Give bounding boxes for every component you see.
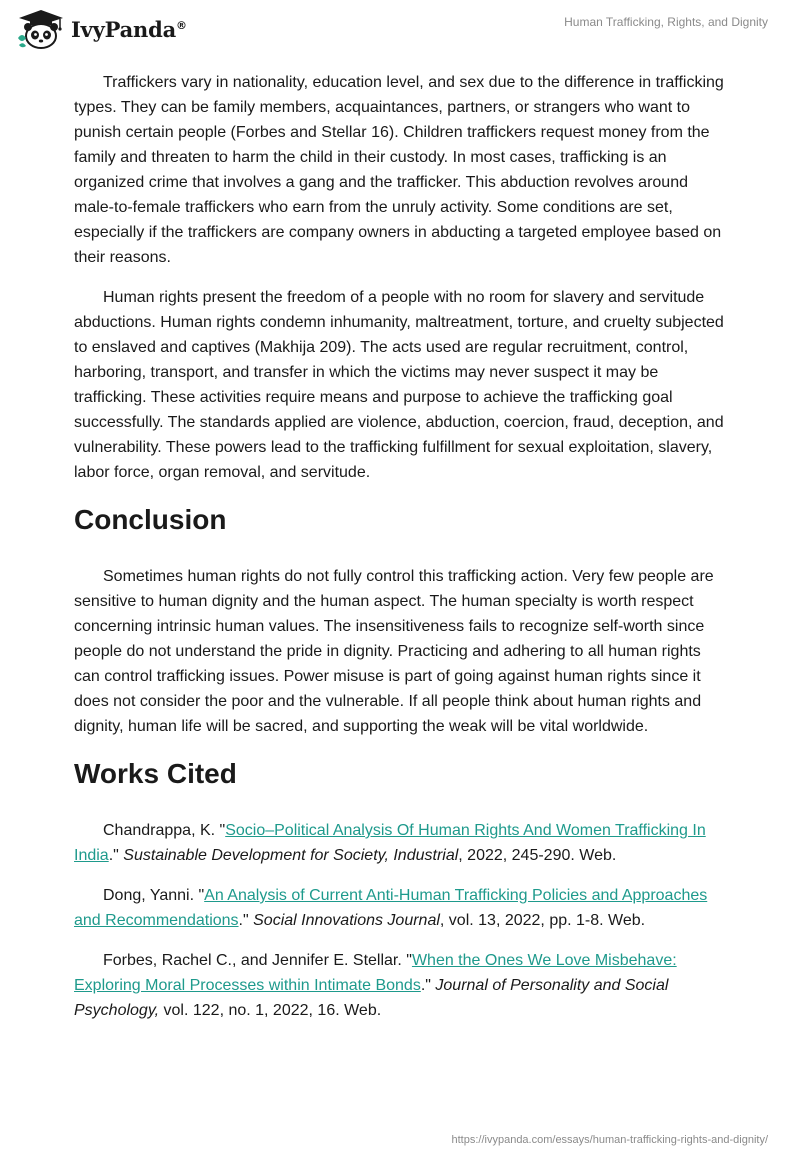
panda-graduate-icon [16, 8, 66, 50]
citation-link[interactable]: Socio–Political Analysis Of Human Rights And Women Trafficking In India [74, 822, 706, 864]
ivypanda-logo[interactable] [16, 8, 187, 50]
page-header [0, 0, 800, 58]
citation-link[interactable]: When the Ones We Love Misbehave: Exploring Moral Processes within Intimate Bonds [74, 952, 677, 994]
source-url[interactable]: https://ivypanda.com/essays/human-trafficking-rights-and-dignity/ [451, 1134, 768, 1146]
body-paragraph: Human rights present the freedom of a people with no room for slavery and servitude abductions. Human rights condemn inhumanity, maltreatment, torture, and cruelty subjected to enslaved and captives (Makhija 209). The acts used are regular recruitment, control, harboring, transport, and transfer in which the victims may never suspect it may be trafficking. These activities require means and purpose to achieve the trafficking goal successfully. The standards applied are violence, abduction, coercion, fraud, deception, and vulnerability. These powers lead to the trafficking fulfillment for sexual exploitation, slavery, labor force, organ removal, and servitude. [74, 289, 724, 481]
citation-entry: Dong, Yanni. "An Analysis of Current Anti-Human Trafficking Policies and Approaches and Recommendations." Social Innovations Journal, vol. 13, 2022, pp. 1-8. Web. [74, 887, 708, 929]
citation-link[interactable]: An Analysis of Current Anti-Human Trafficking Policies and Approaches and Recommendations [74, 887, 708, 929]
works-cited-heading: Works Cited [74, 758, 237, 789]
body-paragraph: Traffickers vary in nationality, education level, and sex due to the difference in trafficking types. They can be family members, acquaintances, partners, or strangers who want to punish certain people (Forbes and Stellar 16). Children traffickers request money from the family and threaten to harm the child in their custody. In most cases, trafficking is an organized crime that involves a gang and the trafficker. This abduction revolves around male-to-female traffickers who earn from the unruly activity. Some conditions are set, especially if the traffickers are company owners in abducting a targeted employee based on their reasons. [74, 74, 724, 266]
document-title: Human Trafficking, Rights, and Dignity [564, 15, 768, 29]
citation-entry: Forbes, Rachel C., and Jennifer E. Stellar. "When the Ones We Love Misbehave: Exploring Moral Processes within Intimate Bonds." Journal of Personality and Social Psychology, vol. 122, no. 1, 2022, 16. Web. [74, 952, 677, 1019]
essay-content [74, 70, 728, 1038]
citation-entry: Chandrappa, K. "Socio–Political Analysis Of Human Rights And Women Trafficking In India." Sustainable Development for Society, Industrial, 2022, 245-290. Web. [74, 822, 706, 864]
conclusion-paragraph: Sometimes human rights do not fully control this trafficking action. Very few people are sensitive to human dignity and the human aspect. The human specialty is worth respect concerning intrinsic human values. The insensitiveness fails to recognize self-worth since people do not understand the pride in dignity. Practicing and adhering to all human rights can control trafficking issues. Power misuse is part of going against human rights since it does not consider the poor and the vulnerable. If all people think about human rights and dignity, human life will be sacred, and supporting the weak will be vital worldwide. [74, 568, 714, 735]
conclusion-heading: Conclusion [74, 504, 227, 535]
logo-text: IvyPanda® [71, 16, 187, 42]
